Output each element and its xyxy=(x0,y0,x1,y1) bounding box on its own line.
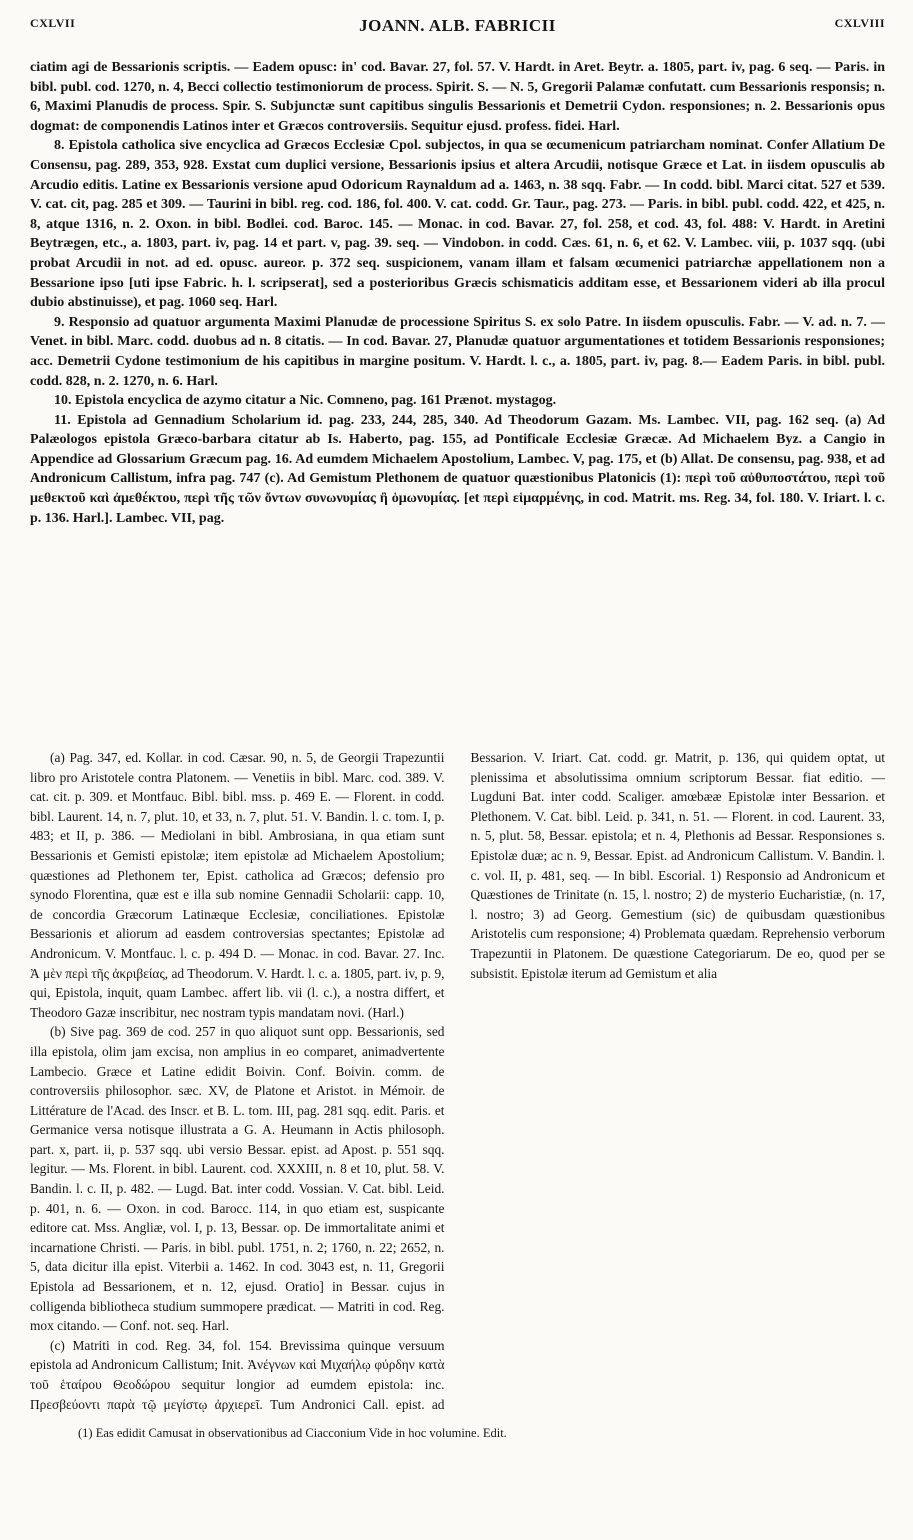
paragraph-continuation: ciatim agi de Bessarionis scriptis. — Eadem opusc: in' cod. Bavar. 27, fol. 57. V. Hardt. in Aret. Beytr. a. 1805, part. iv, pag. 6 seq. — Paris. in bibl. publ. cod. 1270, n. 4, Becci collectio testimoniorum de process. Spirit. S. — N. 5, Gregorii Palamæ confutatt. cum Bessarionis responsis; n. 6, Maximi Planudis de process. Spir. S. Subjunctæ sunt capitibus singulis Bessarionis et Demetrii Cydon. responsiones; n. 2. Bessarionis opus dogmat: de componendis Latinos inter et Græcos controversiis. Sequitur ejusd. profess. fidei. Harl. xyxy=(30,60,885,134)
note-c: (c) Matriti in cod. Reg. 34, fol. 154. Brevissima quinque versuum epistola ad Andronicum Callistum; Init. Ἀνέγνων καὶ Μιχαήλῳ φύρδην κατὰ τοῦ ἑταίρου Θεοδώρου sequitur longior ad eumdem epistola: inc. Πρεσβεύοντι παρὰ τῷ μεγίστῳ ἀρχιερεῖ. Tum Andronici Call. epist. ad Bessarion. V. Iriart. Cat. codd. gr. Matrit, p. 136, qui quidem optat, ut plenissima et absolutissima omnium scriptorum Bessar. fiat editio. — Lugduni Bat. inter codd. Scaliger. amœbææ Epistolæ inter Bessarion. et Plethonem. V. Cat. bibl. Leid. p. 341, n. 51. — Florent. in cod. Laurent. 33, n. 5, plut. 58, Bessar. epistola; et n. 4, Plethonis ad Bessar. Responsiones s. Epistolæ duæ; ac n. 9, Bessar. Epist. ad Andronicum Callistum. V. Bandin. l. c. vol. II, p. 481, seq. — In bibl. Escorial. 1) Responsio ad Andronicum et Quæstiones de Trinitate (n. 15, l. nostro; 2) de mysterio Eucharistiæ, (n. 17, l. nostro; 3) ad Georg. Gemestium (sic) de quibusdam quæstionibus Aristotelis cum responsione; 4) Problemata quædam. Reprehensio verborum Trapezuntii in Platonem. De quæstione Categoriarum. De eo, quod per se subsistit. Epistolæ iterum ad Gemistum et alia xyxy=(30,750,885,1412)
paragraph-item-11: 11. Epistola ad Gennadium Scholarium id. pag. 233, 244, 285, 340. Ad Theodorum Gazam. Ms. Lambec. VII, pag. 162 seq. (a) Ad Palæologos epistola Græco-barbara citatur ab Is. Haberto, pag. 155, ad Pontificale Ecclesiæ Græcæ. Ad Michaelem Byz. a Cangio in Appendice ad Glossarium Græcum pag. 16. Ad eumdem Michaelem Apostolium, Lambec. V, pag. 175, et (b) Allat. De consensu, pag. 938, et ad Andronicum Callistum, infra pag. 747 (c). Ad Gemistum Plethonem de quatuor quæstionibus Platonicis (1): περὶ τοῦ αὐθυποστάτου, περὶ τοῦ μεθεκτοῦ καὶ ἀμεθέκτου, περὶ τῆς τῶν ὄντων συνωνυμίας ἢ ὁμωνυμίας. [et περὶ εἱμαρμένης, in cod. Matrit. ms. Reg. 34, fol. 180. V. Iriart. l. c. p. 136. Harl.]. Lambec. VII, pag. xyxy=(30,412,885,526)
note-b: (b) Sive pag. 369 de cod. 257 in quo aliquot sunt opp. Bessarionis, sed illa epistola, olim jam excisa, non amplius in eo comparet, animadvertente Lambecio. Græce et Latine edidit Boivin. Conf. Boivin. comm. de controversiis philosophor. sæc. XV, de Platone et Aristot. in Mémoir. de Littérature de l'Acad. des Inscr. et B. L. tom. III, pag. 281 sqq. edit. Paris. et Germanice versa notisque illustrata a G. A. Heumann in Actis philosoph. part. x, part. ii, p. 537 sqq. ubi versio Bessar. epist. ad Apost. p. 551 sqq. legitur. — Ms. Florent. in bibl. Laurent. cod. XXXIII, n. 8 et 10, plut. 58. V. Bandin. l. c. II, p. 482. — Lugd. Bat. inter codd. Vossian. V. Cat. bibl. Leid. p. 401, n. 6. — Oxon. in cod. Barocc. 114, in quo etiam est, suspicante editore cat. Mss. Angliæ, vol. I, p. 13, Bessar. op. De immortalitate animi et incarnatione Christi. — Paris. in bibl. publ. 1751, n. 2; 1760, n. 22; 2652, n. 5, data dicitur illa epist. Viterbii a. 1462. In cod. 3043 est, n. 11, Gregorii Epistola ad Bessarionem, et n. 12, ejusd. Oratio] in Bessar. cujus in colligenda bibliotheca studium summopere prædicat. — Matriti in cod. Reg. mox citando. — Conf. not. seq. Harl. xyxy=(30,1024,445,1334)
paragraph-item-8: 8. Epistola catholica sive encyclica ad Græcos Ecclesiæ Cpol. subjectos, in qua se œcumenicum patriarcham nominat. Confer Allatium De Consensu, pag. 289, 353, 928. Exstat cum duplici versione, Bessarionis ipsius et altera Arcudii, notisque Græce et Lat. in iisdem opusculis ab Arcudio editis. Latine ex Bessarionis versione apud Odoricum Raynaldum ad a. 1463, n. 38 sqq. Fabr. — In codd. bibl. Marci citat. 527 et 539. V. cat. cit, pag. 285 et 309. — Taurini in bibl. reg. cod. 186, fol. 400. V. cat. codd. Gr. Taur., pag. 273. — Paris. in bibl. publ. codd. 422, et 425, n. 8, atque 1316, n. 2. Oxon. in bibl. Bodlei. cod. Baroc. 145. — Monac. in cod. Bavar. 27, fol. 258, et cod. 43, fol. 488: V. Hardt. in Aretini Beytrægen, etc., a. 1803, part. iv, pag. 14 et part. v, pag. 39. seq. — Vindobon. in codd. Cæs. 61, n. 6, et 62. V. Lambec. viii, p. 1037 sqq. (ubi probat Arcudii in not. ad ed. opusc. aureor. p. 372 seq. suspicionem, vanam illam et falsam œcumenici patriarchæ appellationem non a Bessarione ipso [uti ipse Fabric. h. l. scripserat], sed a posterioribus Græcis schismaticis additam esse, et Bessarionem videri ab illa procul dubio abstinuisse), et pag. 1060 seq. Harl. xyxy=(30,138,885,311)
paragraph-item-9: 9. Responsio ad quatuor argumenta Maximi Planudæ de processione Spiritus S. ex solo Patre. In iisdem opusculis. Fabr. — V. ad. n. 7. — Venet. in bibl. Marc. codd. duobus ad n. 8 citatis. — In cod. Bavar. 27, Planudæ quatuor argumentationes et totidem Bessarionis responsiones; acc. Demetrii Cydone testimonium de his capitibus in margine positum. V. Hardt. l. c., a. 1805, part. iv, pag. 8.— Eadem Paris. in bibl. publ. codd. 828, n. 2. 1270, n. 6. Harl. xyxy=(30,314,885,389)
page-number-left: CXLVII xyxy=(30,16,76,30)
paragraph-item-10: 10. Epistola encyclica de azymo citatur a Nic. Comneno, pag. 161 Prænot. mystagog. xyxy=(54,393,557,409)
footnote: (1) Eas edidit Camusat in observationibus ad Ciacconium Vide in hoc volumine. Edit. xyxy=(78,1426,507,1440)
main-text xyxy=(30,58,885,528)
page-number-right: CXLVIII xyxy=(834,16,885,30)
note-a: (a) Pag. 347, ed. Kollar. in cod. Cæsar. 90, n. 5, de Georgii Trapezuntii libro pro Aristotele contra Platonem. — Venetiis in bibl. Marc. cod. 389. V. cat. cit. p. 309. et Montfauc. Bibl. bibl. mss. p. 469 E. — Florent. in codd. bibl. Laurent. 14, n. 7, plut. 10, et 33, n. 7, plut. 51. V. Bandin. l. c. tom. I, p. 483; et II, p. 386. — Mediolani in bibl. Ambrosiana, in qua etiam sunt Bessarionis et Gemisti epistolæ; item epistolæ ad Michaelem Apostolium; quæstiones ad Plethonem ter, Epist. catholica ad Græcos; defensio pro synodo Florentina, quæ est e illa sub nomine Gennadii Scholarii: capp. 10, de concordia Græcorum Latinæque Ecclesiæ, conciliationes. Epistolæ Bessarionis et aliorum ad easdem controversias spectantes; Epistolæ ad Andronicum. V. Montfauc. l. c. p. 494 D. — Monac. in cod. Bavar. 27. Inc. Ἀ μὲν περὶ τῆς ἀκριβείας, ad Theodorum. V. Hardt. l. c. a. 1805, part. iv, p. 9, qui, Epistola, inquit, quam Lambec. affert lib. vii (l. c.), a nostra differt, et Theodoro Gazæ inscribitur, nec nostram typis mandatam novi. (Harl.) xyxy=(30,750,445,1020)
editorial-notes xyxy=(30,748,885,1418)
page-header xyxy=(30,10,885,44)
running-title: JOANN. ALB. FABRICII xyxy=(359,16,556,35)
